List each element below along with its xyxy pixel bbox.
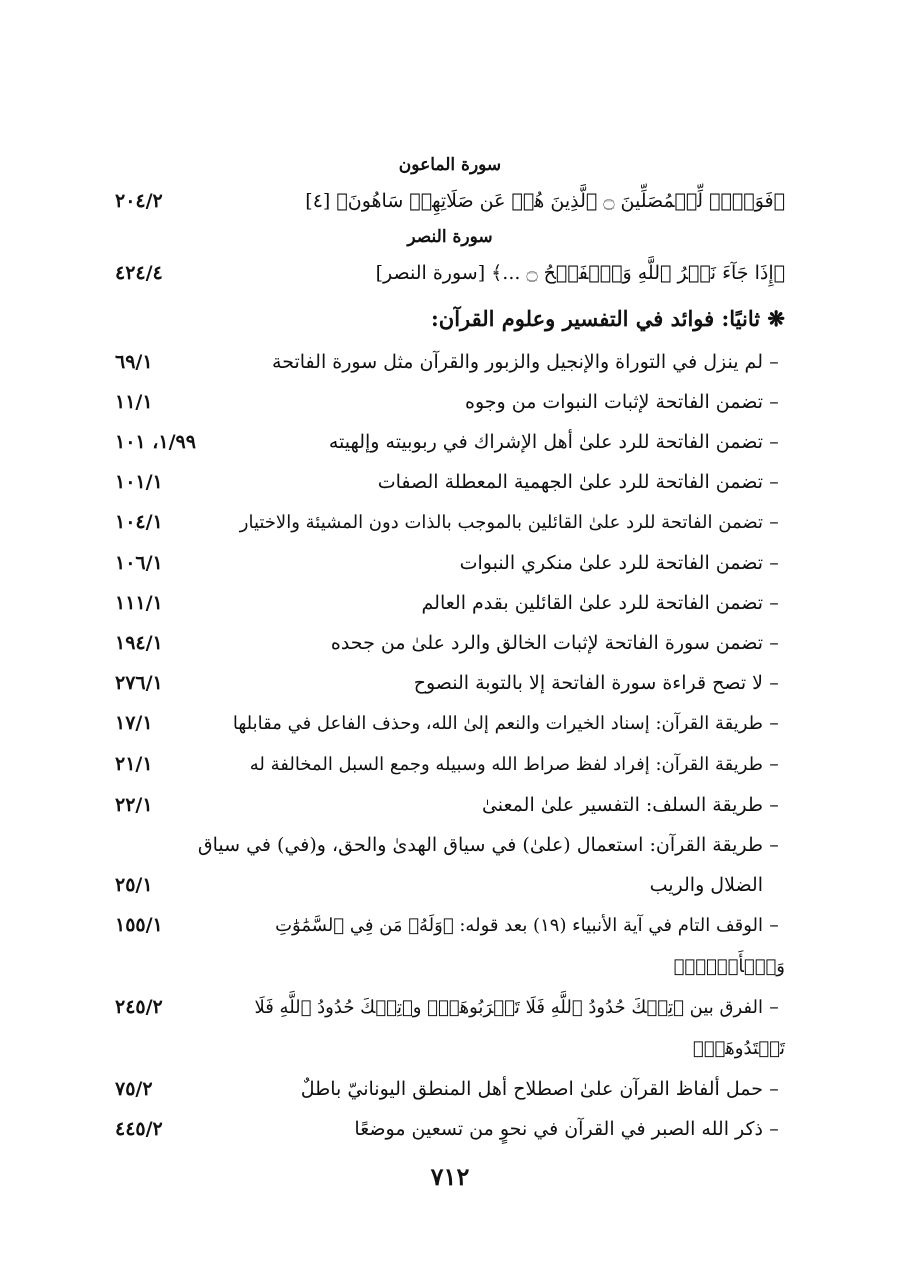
item-text: تضمن الفاتحة للرد علىٰ أهل الإشراك في ربوبيته وإلهيته [328, 431, 763, 453]
item-text: لم ينزل في التوراة والإنجيل والزبور والقرآن مثل سورة الفاتحة [272, 351, 763, 373]
verse-text: ﴿إِذَا جَآءَ نَصۡرُ ٱللَّهِ وَٱلۡفَتۡحُ ۝ ...﴾ [سورة النصر] [375, 262, 785, 284]
item-text: تضمن سورة الفاتحة لإثبات الخالق والرد علىٰ من جحده [330, 632, 763, 654]
page-reference: ١٥٥/١ [115, 914, 163, 936]
page-reference: ٢١/١ [115, 753, 153, 775]
list-item [115, 382, 785, 422]
list-item [115, 422, 785, 462]
bullet-dash: – [769, 471, 779, 493]
item-text-line1: طريقة القرآن: استعمال (علىٰ) في سياق الهدىٰ والحق، و(في) في سياق [197, 834, 763, 856]
item-text: تضمن الفاتحة للرد علىٰ منكري النبوات [459, 552, 763, 574]
item-text: الفرق بين ﴿تِلۡكَ حُدُودُ ٱللَّهِ فَلَا تَقۡرَبُوهَاۗ﴾ و﴿تِلۡكَ حُدُودُ ٱللَّهِ فَلَا تَعۡتَدُوهَاۚ﴾ [254, 997, 785, 1059]
list-item [115, 825, 785, 905]
item-text: طريقة القرآن: إسناد الخيرات والنعم إلىٰ الله، وحذف الفاعل في مقابلها [232, 713, 763, 734]
page-reference: ٢٢/١ [115, 794, 153, 816]
page-reference: ١٧/١ [115, 712, 153, 734]
page-reference: ٤٤٥/٢ [115, 1118, 163, 1140]
page-reference: ١٠٤/١ [115, 511, 163, 533]
list-item [115, 583, 785, 623]
bullet-dash: – [769, 794, 779, 816]
list-item [115, 663, 785, 703]
list-item [115, 905, 785, 987]
verse-text: ﴿فَوَيۡلٞ لِّلۡمُصَلِّينَ ۝ ٱلَّذِينَ هُمۡ عَن صَلَاتِهِمۡ سَاهُونَ﴾ [٤] [305, 190, 785, 212]
page-reference: ١٠١/١ [115, 471, 163, 493]
page-reference: ١٩٤/١ [115, 632, 163, 654]
bullet-dash: – [769, 592, 779, 614]
bullet-dash: – [769, 672, 779, 694]
item-text: ذكر الله الصبر في القرآن في نحوٍ من تسعين موضعًا [354, 1118, 763, 1140]
bullet-dash: – [769, 511, 779, 533]
list-item [115, 744, 785, 785]
bullet-dash: – [769, 1078, 779, 1100]
item-text: لا تصح قراءة سورة الفاتحة إلا بالتوبة النصوح [413, 672, 763, 694]
section-title: ❋ ثانيًا: فوائد في التفسير وعلوم القرآن: [431, 306, 785, 331]
verse-entry-maun [115, 180, 785, 222]
list-item [115, 1069, 785, 1109]
list-item [115, 502, 785, 543]
verse-entry-nasr [115, 252, 785, 294]
list-item [115, 785, 785, 825]
bullet-dash: – [769, 632, 779, 654]
page-reference: ١١/١ [115, 391, 153, 413]
bullet-dash: – [769, 351, 779, 373]
bullet-dash: – [769, 834, 779, 856]
page-reference: ٧٥/٢ [115, 1078, 153, 1100]
page-reference: ٢٤٥/٢ [115, 996, 163, 1018]
page-reference: ٢٥/١ [115, 874, 153, 896]
list-item [115, 987, 785, 1069]
index-content [115, 150, 785, 1149]
list-item [115, 703, 785, 744]
list-item [115, 342, 785, 382]
item-text: حمل ألفاظ القرآن علىٰ اصطلاح أهل المنطق اليونانيّ باطلٌ [300, 1078, 763, 1100]
item-text: تضمن الفاتحة للرد علىٰ الجهمية المعطلة الصفات [377, 471, 763, 493]
item-text: تضمن الفاتحة للرد علىٰ القائلين بقدم العالم [421, 592, 763, 614]
sura-heading-nasr: سورة النصر [407, 227, 493, 247]
page-number: ٧١٢ [430, 1162, 470, 1191]
page-reference: ٢٠٤/٢ [115, 190, 163, 212]
item-text: الوقف التام في آية الأنبياء (١٩) بعد قوله: ﴿وَلَهُۥ مَن فِي ٱلسَّمَٰوَٰتِ وَٱلۡأَرۡضِۚ﴾ [275, 915, 785, 977]
bullet-dash: – [769, 996, 779, 1018]
page-reference: ١/٩٩، ١٠١ [115, 431, 196, 453]
bullet-dash: – [769, 391, 779, 413]
item-text: طريقة القرآن: إفراد لفظ صراط الله وسبيله وجمع السبل المخالفة له [249, 754, 763, 775]
item-text: تضمن الفاتحة لإثبات النبوات من وجوه [465, 391, 763, 413]
bullet-dash: – [769, 552, 779, 574]
bullet-dash: – [769, 753, 779, 775]
list-item [115, 623, 785, 663]
bullet-dash: – [769, 914, 779, 936]
item-text-line2: الضلال والريب [649, 874, 763, 896]
list-item [115, 462, 785, 502]
list-item [115, 1109, 785, 1149]
page-reference: ١١١/١ [115, 592, 163, 614]
list-item [115, 543, 785, 583]
bullet-dash: – [769, 712, 779, 734]
item-text: تضمن الفاتحة للرد علىٰ القائلين بالموجب بالذات دون المشيئة والاختيار [239, 512, 763, 533]
page-reference: ٤٢٤/٤ [115, 262, 163, 284]
item-text: طريقة السلف: التفسير علىٰ المعنىٰ [481, 794, 763, 816]
page-reference: ١٠٦/١ [115, 552, 163, 574]
page-reference: ٢٧٦/١ [115, 672, 163, 694]
bullet-dash: – [769, 1118, 779, 1140]
bullet-dash: – [769, 431, 779, 453]
page-reference: ٦٩/١ [115, 351, 153, 373]
sura-heading-maun: سورة الماعون [398, 155, 502, 175]
